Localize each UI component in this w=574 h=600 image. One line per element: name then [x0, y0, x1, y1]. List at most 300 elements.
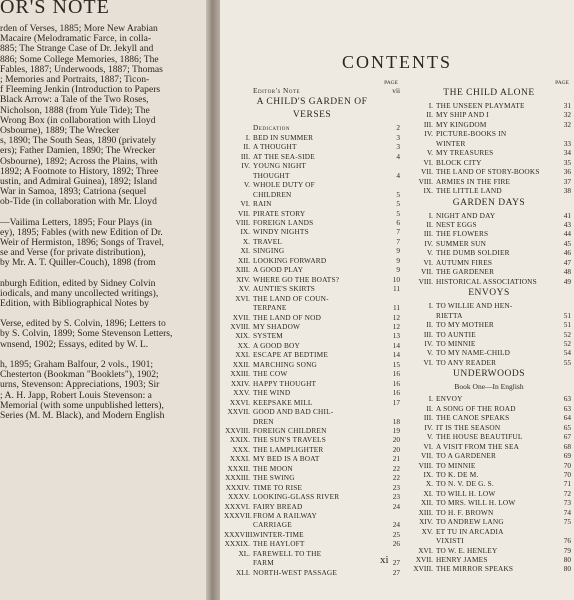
entry-number: XXXVIII. — [224, 529, 255, 539]
toc-entry — [407, 239, 571, 248]
entry-page: 5 — [396, 199, 400, 209]
entry-page: 44 — [563, 229, 571, 239]
entry-title: MY TREASURES — [436, 148, 494, 158]
toc-entry — [224, 303, 400, 312]
left-text-line: ustin, and Admiral Guinea), 1892; Island — [0, 177, 157, 188]
entry-title: GOOD AND BAD CHIL- — [253, 407, 334, 417]
entry-title: FOREIGN LANDS — [253, 217, 314, 227]
entry-number: XX. — [237, 340, 250, 350]
entry-title: THOUGHT — [253, 170, 290, 180]
entry-title: MY SHADOW — [253, 321, 301, 331]
entry-page: 65 — [563, 422, 571, 432]
entry-number: XII. — [421, 498, 433, 508]
left-text-line: f Fleeming Jenkin (Introduction to Papers — [0, 85, 161, 96]
toc-entry — [407, 177, 571, 186]
entry-page: 43 — [563, 219, 571, 229]
toc-entry — [407, 220, 571, 229]
toc-entry — [224, 218, 400, 227]
left-text-line: ; A. H. Japp, Robert Louis Stevenson: a — [0, 390, 152, 401]
entry-number: XV. — [421, 526, 433, 536]
entry-title: FAREWELL TO THE — [253, 548, 322, 558]
entry-title: RAIN — [253, 199, 272, 209]
toc-entry — [407, 211, 571, 220]
entry-number: VI. — [240, 199, 250, 209]
entry-title: THE SUN'S TRAVELS — [253, 435, 326, 445]
entry-title: VIXISTI — [436, 536, 464, 546]
entry-title: LOOKING-GLASS RIVER — [253, 492, 340, 502]
page-number: xi — [380, 554, 389, 566]
left-text-line: ; Memories and Portraits, 1887; Ticon- — [0, 75, 150, 86]
toc-entry — [407, 139, 571, 148]
entry-number: I. — [428, 210, 433, 220]
entry-title: WHERE GO THE BOATS? — [253, 274, 340, 284]
toc-entry — [224, 256, 400, 265]
entry-page: 5 — [396, 189, 400, 199]
toc-entry — [407, 527, 571, 536]
toc-entry — [224, 417, 400, 426]
left-text-line: wnsend, 1902; Essays, edited by W. L. — [0, 339, 149, 350]
entry-number: V. — [426, 148, 433, 158]
entry-page: 64 — [563, 413, 571, 423]
entry-number: III. — [240, 151, 250, 161]
entry-title: DREN — [253, 416, 274, 426]
entry-page: 5 — [396, 208, 400, 218]
entry-page: 47 — [563, 257, 571, 267]
left-text-line: h, 1895; Graham Balfour, 2 vols., 1901; — [0, 359, 154, 370]
book-spine — [206, 0, 220, 600]
left-paragraph — [0, 24, 200, 208]
toc-entry — [407, 186, 571, 195]
entry-page: 4 — [396, 170, 400, 180]
entry-number: XII. — [238, 255, 250, 265]
entry-number: XXIII. — [230, 369, 250, 379]
toc-entry — [224, 237, 400, 246]
entry-page: 6 — [396, 217, 400, 227]
entry-number: XXX. — [232, 444, 250, 454]
entry-number: III. — [423, 229, 433, 239]
entry-page: 37 — [563, 176, 571, 186]
entry-number: XXIV. — [230, 378, 250, 388]
left-paragraph — [0, 319, 200, 350]
entry-title: TO MINNIE — [436, 460, 476, 470]
entry-page: 51 — [563, 320, 571, 330]
toc-entry — [224, 161, 400, 170]
entry-title: TO W. E. HENLEY — [436, 545, 498, 555]
left-text-line: iodicals, and many uncollected writings), — [0, 288, 159, 299]
toc-entry — [224, 369, 400, 378]
entry-title: TO WILLIE AND HEN- — [436, 301, 513, 311]
entry-page: 63 — [563, 394, 571, 404]
toc-entry — [224, 539, 400, 548]
entry-title: FROM A RAILWAY — [253, 511, 318, 521]
entry-title: WINTER — [436, 138, 466, 148]
toc-entry — [224, 171, 400, 180]
left-text-line: Nicholson, 1888 (from Yule Tide); The — [0, 105, 150, 116]
entry-page: 20 — [392, 444, 400, 454]
entry-page: 10 — [392, 274, 400, 284]
entry-page: 24 — [392, 520, 400, 530]
entry-number: XVIII. — [413, 564, 433, 574]
contents-heading: CONTENTS — [342, 52, 452, 72]
toc-entry — [224, 473, 400, 482]
entry-title: HENRY JAMES — [436, 555, 488, 565]
toc-entry — [407, 320, 571, 329]
entry-page: 54 — [563, 348, 571, 358]
entry-title: BED IN SUMMER — [253, 132, 314, 142]
toc-entry — [224, 227, 400, 236]
entry-number: XI. — [240, 246, 250, 256]
entry-number: XVII. — [232, 312, 250, 322]
entry-page: 14 — [392, 350, 400, 360]
entry-title: THE FLOWERS — [436, 229, 489, 239]
entry-page: 7 — [396, 227, 400, 237]
entry-page: 22 — [392, 473, 400, 483]
entry-title: THE SWING — [253, 473, 295, 483]
entry-number: XXVI. — [229, 397, 250, 407]
toc-entry — [407, 461, 571, 470]
toc-entry — [224, 275, 400, 284]
entry-title: TO A GARDENER — [436, 451, 497, 461]
entry-title: CHILDREN — [253, 189, 292, 199]
entry-number: IV. — [424, 129, 433, 139]
toc-entry — [407, 536, 571, 545]
entry-page: 52 — [563, 329, 571, 339]
entry-number: XIV. — [236, 274, 250, 284]
entry-title: AT THE SEA-SIDE — [253, 151, 315, 161]
toc-entry — [407, 101, 571, 110]
toc-entry — [407, 442, 571, 451]
entry-title: A SONG OF THE ROAD — [436, 403, 516, 413]
entry-title: FOREIGN CHILDREN — [253, 425, 327, 435]
entry-title: HAPPY THOUGHT — [253, 378, 317, 388]
entry-page: 14 — [392, 340, 400, 350]
entry-page: 12 — [392, 321, 400, 331]
left-text-line: se and Verse (for private distribution), — [0, 248, 146, 259]
entry-page: 75 — [563, 517, 571, 527]
entry-number: XXVII. — [227, 407, 250, 417]
entry-title: THE MOON — [253, 463, 293, 473]
toc-entry — [224, 209, 400, 218]
entry-title: THE LITTLE LAND — [436, 186, 502, 196]
toc-entry — [407, 129, 571, 138]
entry-title: TO ANDREW LANG — [436, 517, 504, 527]
entry-page: 22 — [392, 463, 400, 473]
toc-entry — [224, 483, 400, 492]
entry-number: X. — [425, 479, 433, 489]
section-heading: GARDEN DAYS — [452, 197, 526, 208]
entry-page: 41 — [563, 210, 571, 220]
toc-entry — [407, 267, 571, 276]
entry-number: IX. — [423, 469, 433, 479]
left-page — [0, 0, 206, 600]
toc-entry — [407, 470, 571, 479]
entry-page: 7 — [396, 236, 400, 246]
entry-title: A GOOD PLAY — [253, 265, 304, 275]
entry-number: IV. — [241, 161, 250, 171]
entry-page: 71 — [563, 479, 571, 489]
toc-entry — [224, 502, 400, 511]
entry-title: THE WIND — [253, 388, 291, 398]
entry-page: 52 — [563, 338, 571, 348]
entry-number: V. — [426, 248, 433, 258]
entry-title: THE MIRROR SPEAKS — [436, 564, 514, 574]
entry-number: VII. — [238, 208, 250, 218]
toc-entry — [407, 229, 571, 238]
entry-page: 9 — [396, 265, 400, 275]
entry-title: WINDY NIGHTS — [253, 227, 309, 237]
entry-page: 76 — [563, 536, 571, 546]
toc-entry — [224, 464, 400, 473]
entry-title: MY KINGDOM — [436, 119, 487, 129]
toc-entry — [224, 331, 400, 340]
entry-page: 31 — [563, 101, 571, 110]
entry-title: A THOUGHT — [253, 142, 297, 152]
entry-page: 70 — [563, 469, 571, 479]
entry-page: 49 — [563, 276, 571, 286]
entry-page: 13 — [392, 331, 400, 341]
left-page-body — [0, 24, 200, 431]
entry-number: XXXIII. — [225, 473, 250, 483]
toc-entry — [407, 498, 571, 507]
entry-title: AUNTIE'S SKIRTS — [253, 284, 316, 294]
entry-page: 3 — [396, 142, 400, 152]
entry-title: WINTER-TIME — [253, 529, 304, 539]
entry-number: VI. — [423, 157, 433, 167]
left-text-line: by Mr. A. T. Quiller-Couch), 1898 (from — [0, 258, 156, 269]
entry-title: A GOOD BOY — [253, 340, 300, 350]
entry-number: XXXI. — [229, 454, 250, 464]
toc-entry — [407, 348, 571, 357]
entry-title: ESCAPE AT BEDTIME — [253, 350, 329, 360]
toc-entry — [224, 407, 400, 416]
entry-number: XVI. — [235, 293, 250, 303]
toc-entry — [407, 167, 571, 176]
entry-title: PICTURE-BOOKS IN — [436, 129, 507, 139]
entry-number: VII. — [421, 267, 433, 277]
entry-number: VIII. — [418, 460, 433, 470]
entry-title: TO H. F. BROWN — [436, 507, 494, 517]
entry-page: 72 — [563, 488, 571, 498]
entry-title: YOUNG NIGHT — [253, 161, 307, 171]
entry-page: 11 — [392, 284, 400, 294]
entry-page: 80 — [563, 564, 571, 574]
entry-title: THE UNSEEN PLAYMATE — [436, 101, 525, 110]
entry-title: TO MRS. WILL H. LOW — [436, 498, 516, 508]
entry-number: I. — [428, 101, 433, 110]
entry-page: 33 — [563, 138, 571, 148]
entry-page: 9 — [396, 255, 400, 265]
entry-title: SYSTEM — [253, 331, 283, 341]
toc-entry — [407, 277, 571, 286]
entry-title: BLOCK CITY — [436, 157, 482, 167]
toc-entry — [224, 530, 400, 539]
entry-number: XV. — [238, 284, 250, 294]
entry-number: II. — [243, 142, 250, 152]
entry-title: TIME TO RISE — [253, 482, 303, 492]
toc-entry — [407, 564, 571, 573]
left-text-line: s, 1890; The South Seas, 1890 (privately — [0, 136, 156, 147]
entry-number: XXII. — [232, 359, 250, 369]
entry-number: XL. — [238, 548, 250, 558]
entry-number: VIII. — [418, 176, 433, 186]
entry-page: 67 — [563, 432, 571, 442]
toc-entry — [407, 508, 571, 517]
toc-entry — [224, 492, 400, 501]
left-text-line: ey), 1895; Fables (with new Edition of Dr. — [0, 227, 163, 238]
toc-entry — [407, 110, 571, 119]
toc-entry — [224, 520, 400, 529]
entry-page: vii — [392, 86, 400, 95]
left-text-line: Series (M. M. Black), and Modern English — [0, 410, 165, 421]
toc-entry — [224, 360, 400, 369]
entry-number: VII. — [421, 451, 433, 461]
toc-entry — [224, 454, 400, 463]
entry-title: TO ANY READER — [436, 357, 497, 367]
entry-number: V. — [426, 348, 433, 358]
toc-entry — [407, 432, 571, 441]
entry-number: IX. — [423, 186, 433, 196]
toc-entry — [407, 311, 571, 320]
toc-entry — [407, 330, 571, 339]
left-text-line: Edition, with Bibliographical Notes by — [0, 299, 149, 310]
entry-title: THE CANOE SPEAKS — [436, 413, 510, 423]
section-heading: VERSES — [292, 110, 332, 121]
entry-page: 73 — [563, 498, 571, 508]
entry-page: 79 — [563, 545, 571, 555]
entry-number: XXXIV. — [225, 482, 250, 492]
left-text-line: rden of Verses, 1885; More New Arabian — [0, 24, 158, 34]
entry-number: XLI. — [236, 567, 250, 577]
entry-page: 2 — [396, 123, 400, 133]
entry-page: 32 — [563, 119, 571, 129]
entry-title: THE LAND OF STORY-BOOKS — [436, 167, 540, 177]
entry-page: 25 — [392, 529, 400, 539]
entry-number: XXXVII. — [224, 511, 252, 521]
entry-page: 18 — [392, 416, 400, 426]
entry-title: WHOLE DUTY OF — [253, 180, 315, 190]
entry-title: FAIRY BREAD — [253, 501, 303, 511]
entry-page: 38 — [563, 186, 571, 196]
entry-number: X. — [242, 236, 250, 246]
toc-entry — [224, 426, 400, 435]
left-text-line: Verse, edited by S. Colvin, 1896; Letters to — [0, 319, 166, 330]
entry-number: IX. — [240, 227, 250, 237]
toc-entry — [407, 301, 571, 310]
entry-title: TO N. V. DE G. S. — [436, 479, 494, 489]
entry-number: VI. — [423, 357, 433, 367]
entry-title: THE GARDENER — [436, 267, 495, 277]
entry-page: 51 — [563, 310, 571, 320]
entry-number: III. — [423, 329, 433, 339]
entry-title: TO MY MOTHER — [436, 320, 494, 330]
entry-number: IV. — [424, 422, 433, 432]
entry-page: 74 — [563, 507, 571, 517]
entry-number: XXXIX. — [224, 539, 250, 549]
entry-title: MARCHING SONG — [253, 359, 318, 369]
entry-title: Dedication — [253, 123, 290, 133]
entry-title: THE HAYLOFT — [253, 539, 305, 549]
toc-entry — [224, 190, 400, 199]
entry-number: V. — [243, 180, 250, 190]
entry-title: ARMIES IN THE FIRE — [436, 176, 511, 186]
entry-page: 46 — [563, 248, 571, 258]
left-text-line: Black Arrow: a Tale of the Two Roses, — [0, 95, 149, 106]
toc-entry — [224, 313, 400, 322]
toc-entry — [224, 341, 400, 350]
right-page — [220, 0, 574, 600]
entry-number: II. — [426, 403, 433, 413]
toc-entry — [224, 246, 400, 255]
entry-number: I. — [428, 394, 433, 404]
toc-entry — [224, 445, 400, 454]
left-text-line: Fables, 1887; Underwoods, 1887; Thomas — [0, 64, 163, 75]
toc-entry — [224, 568, 400, 577]
entry-page: 17 — [392, 397, 400, 407]
page-column-label: PAGE — [384, 80, 398, 86]
entry-number: VIII. — [235, 217, 250, 227]
entry-title: CARRIAGE — [253, 520, 292, 530]
toc-entry — [407, 423, 571, 432]
contents-left-column — [224, 80, 400, 577]
entry-title: IT IS THE SEASON — [436, 422, 501, 432]
toc-entry — [224, 284, 400, 293]
entry-page: 19 — [392, 425, 400, 435]
entry-page: 20 — [392, 435, 400, 445]
entry-page: 16 — [392, 369, 400, 379]
entry-page: 15 — [392, 359, 400, 369]
section-heading: UNDERWOODS — [452, 369, 526, 380]
entry-page: 69 — [563, 451, 571, 461]
entry-number: III. — [423, 413, 433, 423]
entry-number: XIX. — [235, 331, 250, 341]
entry-number: XVIII. — [230, 321, 250, 331]
toc-entry — [407, 394, 571, 403]
toc-entry — [224, 86, 400, 95]
entry-number: XIII. — [418, 507, 433, 517]
entry-page: 11 — [392, 303, 400, 313]
entry-title: ENVOY — [436, 394, 463, 404]
entry-page: 21 — [392, 454, 400, 464]
toc-entry — [407, 489, 571, 498]
toc-entry — [407, 479, 571, 488]
entry-number: XXV. — [233, 388, 250, 398]
contents-right-column — [407, 80, 571, 574]
entry-title: NEST EGGS — [436, 219, 477, 229]
left-text-line: Osbourne), 1892; Across the Plains, with — [0, 156, 158, 167]
entry-page: 68 — [563, 441, 571, 451]
left-text-line: Macaire (Melodramatic Farce, in colla- — [0, 34, 152, 45]
entry-page: 63 — [563, 403, 571, 413]
entry-title: SINGING — [253, 246, 285, 256]
page-column-label: PAGE — [555, 80, 569, 86]
entry-number: III. — [423, 119, 433, 129]
entry-number: II. — [426, 110, 433, 120]
entry-title: THE DUMB SOLDIER — [436, 248, 510, 258]
section-heading: A CHILD'S GARDEN OF — [256, 97, 368, 108]
entry-number: II. — [426, 219, 433, 229]
entry-title: TO WILL H. LOW — [436, 488, 496, 498]
entry-number: XIV. — [419, 517, 433, 527]
entry-page: 70 — [563, 460, 571, 470]
entry-number: XVII. — [415, 555, 433, 565]
entry-page: 3 — [396, 132, 400, 142]
toc-entry — [407, 258, 571, 267]
toc-entry — [224, 322, 400, 331]
toc-entry — [407, 404, 571, 413]
toc-entry — [224, 388, 400, 397]
entry-number: IV. — [424, 338, 433, 348]
toc-entry — [407, 248, 571, 257]
